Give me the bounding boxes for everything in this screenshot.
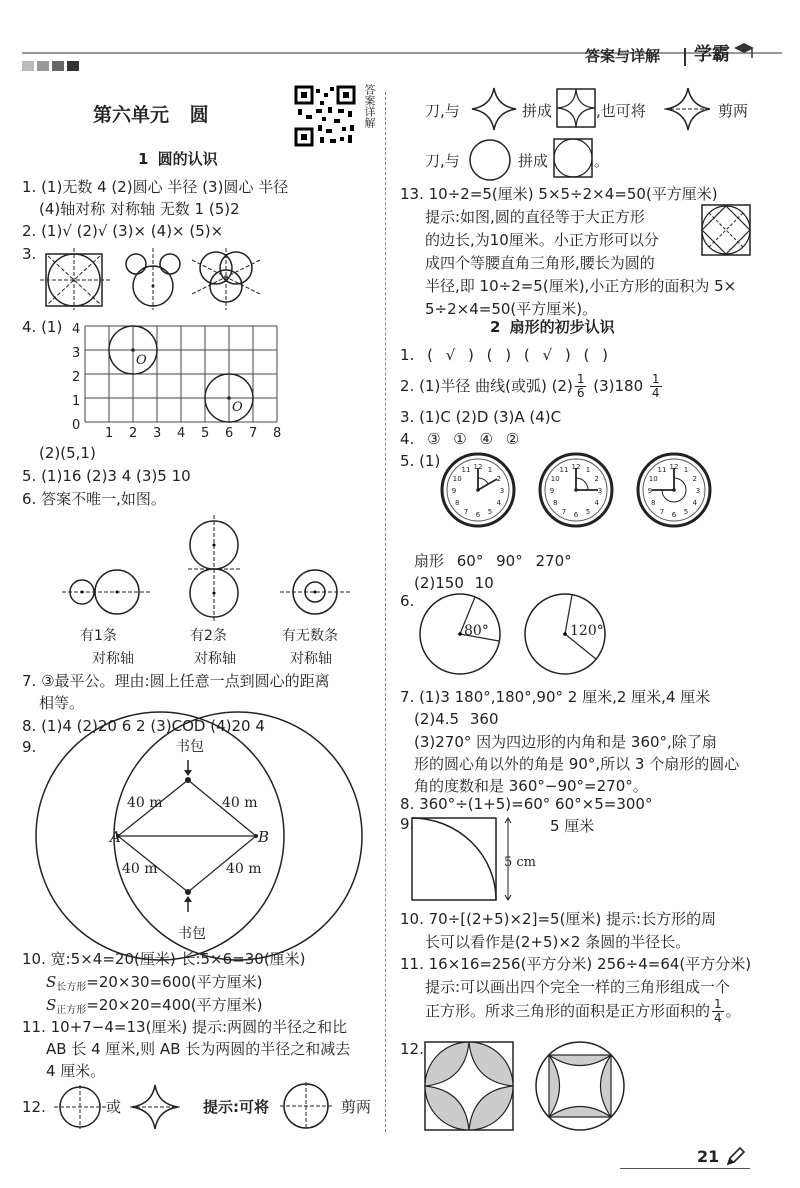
q6-caption-1b: 对称轴 [92, 651, 134, 667]
q11-line3: 4 厘米。 [46, 1062, 106, 1080]
s4: 4. ③ ① ④ ② [400, 430, 520, 448]
q11-line1: 11. 10+7−4=13(厘米) 提示:两圆的半径之和比 [22, 1018, 348, 1036]
s6-angle-80: 80° [464, 623, 489, 639]
s7-line5: 角的度数和是 360°−90°=270°。 [414, 777, 648, 795]
r2-b: 拼成 [518, 152, 549, 170]
s3: 3. (1)C (2)D (3)A (4)C [400, 408, 562, 426]
r1-a: 刀,与 [425, 102, 460, 120]
header-bar [22, 52, 782, 54]
s9: 9. [400, 815, 415, 833]
r2-c: 。 [594, 152, 610, 170]
svg-text:1: 1 [585, 466, 591, 475]
r1-star-icon [470, 86, 518, 132]
svg-text:5: 5 [585, 507, 591, 516]
svg-text:6: 6 [671, 511, 677, 519]
svg-text:6: 6 [573, 511, 579, 519]
q11-line2: AB 长 4 厘米,则 AB 长为两圆的半径之和减去 [46, 1040, 351, 1058]
r2-circle [468, 138, 512, 182]
q2: 2. (1)√ (2)√ (3)× (4)× (5)× [22, 222, 224, 240]
q6-caption-2b: 对称轴 [194, 651, 236, 667]
q13-line6: 5÷2×4=50(平方厘米)。 [425, 300, 598, 318]
s6-angle-120: 120° [570, 623, 604, 639]
q13-figure [700, 203, 752, 257]
svg-text:2: 2 [692, 475, 698, 483]
r1-star-dashed [664, 86, 712, 132]
r2-a: 刀,与 [425, 152, 460, 170]
s1: 1. ( √ ) ( ) ( √ ) ( ) [400, 346, 608, 364]
s5-clocks [436, 450, 726, 530]
q13-line1: 13. 10÷2=5(厘米) 5×5÷2×4=50(平方厘米) [400, 185, 718, 203]
header-divider [684, 48, 686, 66]
grid-label-o2: O [232, 400, 243, 415]
q6-figure-2 [188, 515, 240, 623]
r1-d: 剪两 [718, 102, 749, 120]
svg-text:8: 8 [650, 499, 656, 507]
q9: 9. [22, 738, 37, 756]
q12-star-shape [130, 1083, 180, 1131]
s12-figure-2 [534, 1040, 626, 1132]
grad-cap-icon [732, 40, 756, 64]
q13-line2: 提示:如图,圆的直径等于大正方形 [425, 208, 645, 226]
footer-line [620, 1168, 750, 1169]
r1-b: 拼成 [522, 102, 553, 120]
q13-line3: 的边长,为10厘米。小正方形可以分 [425, 231, 659, 249]
svg-text:4: 4 [594, 499, 600, 507]
q12-or: 或 [106, 1098, 122, 1116]
s7-line1: 7. (1)3 180°,180°,90° 2 厘米,2 厘米,4 厘米 [400, 688, 711, 706]
q9-dist-1: 40 m [127, 795, 163, 811]
s5-angles: 扇形 60° 90° 270° [414, 552, 572, 570]
svg-text:11: 11 [461, 466, 471, 475]
s10-line1: 10. 70÷[(2+5)×2]=5(厘米) 提示:长方形的周 [400, 910, 717, 928]
s7-line4: 形的圆心角以外的角是 90°,所以 3 个扇形的圆心 [414, 755, 740, 773]
svg-text:4: 4 [496, 499, 502, 507]
q1-line1: 1. (1)无数 4 (2)圆心 半径 (3)圆心 半径 [22, 178, 289, 196]
s12: 12. [400, 1040, 424, 1058]
q3: 3. [22, 245, 37, 263]
q6: 6. 答案不唯一,如图。 [22, 490, 166, 508]
q6-caption-3b: 对称轴 [290, 651, 332, 667]
svg-text:6: 6 [475, 511, 481, 519]
q12-circle-cross [54, 1085, 106, 1129]
s2: 2. (1)半径 曲线(或弧) (2) $\frac{1}{6}$ (3)180 $\frac{1}{4}$ [400, 372, 660, 400]
svg-text:1: 1 [487, 466, 493, 475]
s5-part2: (2)150 10 [414, 574, 494, 592]
svg-text:9: 9 [549, 487, 555, 495]
svg-text:3: 3 [499, 487, 505, 495]
s10-line2: 长可以看作是(2+5)×2 条圆的半径长。 [425, 933, 691, 951]
s11-line3: 正方形。所求三角形的面积是正方形面积的 $\frac{1}{4}$ 。 [425, 997, 741, 1025]
s12-figure-1 [423, 1040, 515, 1132]
q6-caption-3a: 有无数条 [282, 628, 338, 644]
q4: 4. (1) [22, 318, 63, 336]
header-squares [22, 56, 79, 75]
svg-text:12: 12 [571, 463, 581, 471]
s11-line2: 提示:可以画出四个完全一样的三角形组成一个 [425, 978, 731, 996]
page-number: 21 [697, 1147, 720, 1166]
svg-text:1: 1 [683, 466, 689, 475]
s6-sector-80 [415, 592, 505, 676]
svg-text:7: 7 [561, 507, 567, 516]
q9-label-top: 书包 [176, 739, 204, 755]
s8: 8. 360°÷(1+5)=60° 60°×5=300° [400, 795, 653, 813]
q3-figure-three-circles [122, 248, 186, 310]
q7-line1: 7. ③最平公。理由:圆上任意一点到圆心的距离 [22, 672, 330, 690]
svg-text:10: 10 [452, 475, 462, 483]
svg-text:9: 9 [647, 487, 653, 495]
s7-line2: (2)4.5 360 [414, 710, 499, 728]
svg-text:11: 11 [657, 466, 667, 475]
qr-code-icon[interactable] [294, 85, 356, 147]
svg-text:3: 3 [695, 487, 701, 495]
q6-caption-2a: 有2条 [190, 628, 227, 644]
q12: 12. [22, 1098, 46, 1116]
q9-point-b: B [258, 828, 270, 846]
svg-text:8: 8 [552, 499, 558, 507]
svg-text:8: 8 [454, 499, 460, 507]
header-logo: 学霸 [694, 44, 730, 65]
s11-line1: 11. 16×16=256(平方分米) 256÷4=64(平方分米) [400, 955, 752, 973]
q3-figure-trefoil [192, 248, 262, 310]
q10-line1: 10. 宽:5×4=20(厘米) 长:5×6=30(厘米) [22, 950, 306, 968]
q9-dist-4: 40 m [226, 861, 262, 877]
svg-text:2: 2 [594, 475, 600, 483]
s9-cm: 5 cm [504, 855, 537, 870]
svg-text:12: 12 [669, 463, 679, 471]
q10-line3: $S_{正方形}=20\times 20=400$(平方厘米) [46, 996, 263, 1016]
r1-square-arcs [556, 88, 596, 128]
q9-label-bottom: 书包 [178, 926, 206, 942]
q3-figure-square-circle [40, 248, 112, 310]
s7-line3: (3)270° 因为四边形的内角和是 360°,除了扇 [414, 733, 717, 751]
q6-caption-1a: 有1条 [80, 628, 117, 644]
q9-point-a: A [110, 828, 121, 846]
svg-text:5: 5 [487, 507, 493, 516]
unit-title: 第六单元 圆 [93, 104, 209, 126]
q7-line2: 相等。 [39, 694, 85, 712]
svg-text:3: 3 [597, 487, 603, 495]
q8: 8. (1)4 (2)20 6 2 (3)COD (4)20 4 [22, 717, 265, 735]
s9-label: 5 厘米 [550, 817, 595, 835]
qr-side-label: 答案详解 [363, 84, 376, 128]
r1-c: ,也可将 [596, 102, 646, 120]
svg-text:4: 4 [692, 499, 698, 507]
q13-line5: 半径,即 10÷2=5(厘米),小正方形的面积为 5× [425, 277, 737, 295]
q12-circle-cross-2 [280, 1082, 332, 1130]
q6-figure-1 [62, 570, 162, 614]
svg-text:10: 10 [550, 475, 560, 483]
r2-circle-in-square [553, 138, 593, 178]
q4-part2: (2)(5,1) [39, 444, 96, 462]
svg-text:12: 12 [473, 463, 483, 471]
svg-text:11: 11 [559, 466, 569, 475]
q10-line2: $S_{长方形}=20\times 30=600$(平方厘米) [46, 973, 263, 993]
section-2-title: 2 扇形的初步认识 [490, 318, 615, 336]
column-divider [385, 92, 386, 1132]
q9-dist-2: 40 m [222, 795, 258, 811]
pencil-icon [724, 1146, 746, 1168]
section-1-title: 1 圆的认识 [138, 150, 218, 168]
q9-dist-3: 40 m [122, 861, 158, 877]
s5: 5. (1) [400, 452, 441, 470]
q13-line4: 成四个等腰直角三角形,腰长为圆的 [425, 254, 655, 272]
q6-figure-3 [280, 568, 350, 616]
svg-text:2: 2 [496, 475, 502, 483]
q12-tip: 提示:可将 [203, 1098, 269, 1116]
q5: 5. (1)16 (2)3 4 (3)5 10 [22, 467, 191, 485]
q4-grid [85, 318, 285, 418]
grid-label-o1: O [136, 353, 147, 368]
header-brand: 答案与详解 [585, 47, 661, 65]
svg-text:10: 10 [648, 475, 658, 483]
q9-two-circles-figure [20, 740, 380, 930]
svg-text:5: 5 [683, 507, 689, 516]
q12-cut: 剪两 [341, 1098, 372, 1116]
svg-text:7: 7 [463, 507, 469, 516]
s6: 6. [400, 592, 415, 610]
svg-text:9: 9 [451, 487, 457, 495]
q1-line2: (4)轴对称 对称轴 无数 1 (5)2 [39, 200, 240, 218]
svg-text:7: 7 [659, 507, 665, 516]
